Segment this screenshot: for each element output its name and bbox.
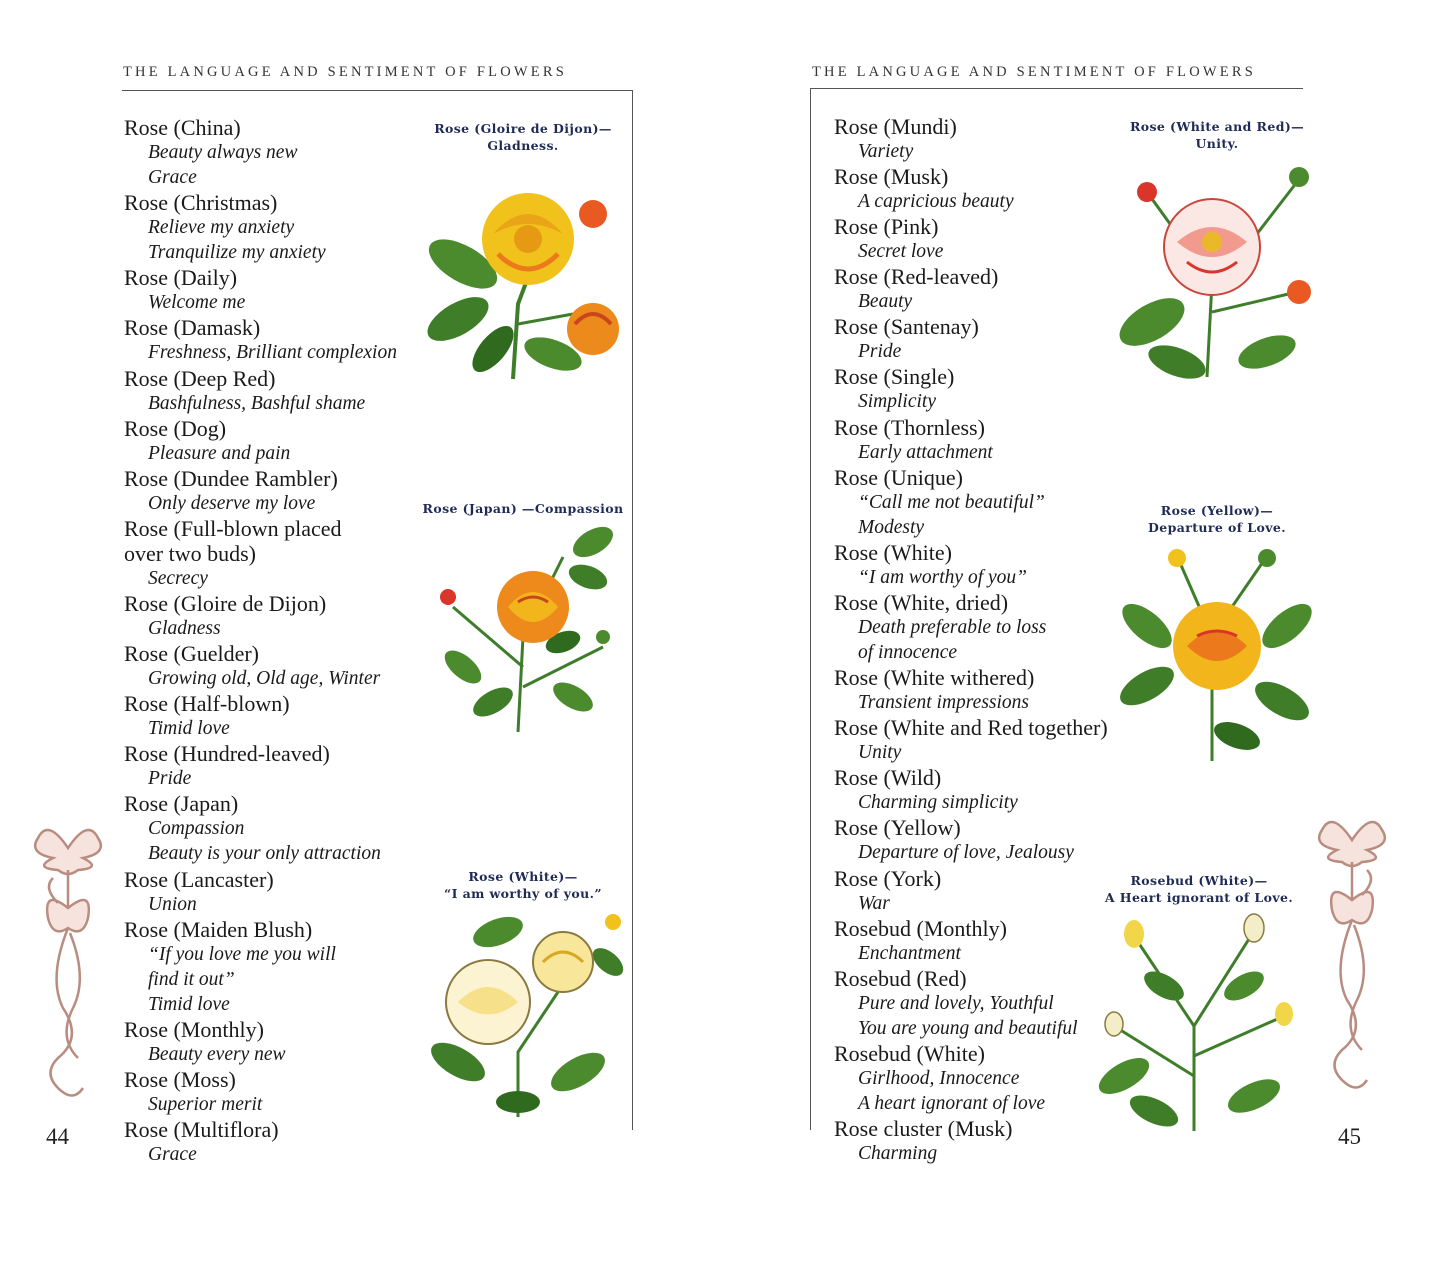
entry-meaning: Bashfulness, Bashful shame bbox=[148, 392, 366, 414]
page-number: 44 bbox=[46, 1124, 69, 1149]
entry-flower-name: Rose (Lancaster) bbox=[124, 866, 274, 892]
entry-flower-name: Rose (Monthly) bbox=[124, 1016, 264, 1042]
entry-meaning: Beauty bbox=[858, 291, 913, 313]
entry-meaning: Charming bbox=[858, 1143, 938, 1165]
plate-rosebud-white bbox=[1084, 872, 1314, 1136]
list-item bbox=[834, 214, 1114, 264]
plate-caption: Rose (White)— “I am worthy of you.” bbox=[444, 869, 602, 901]
rose-illustration-icon bbox=[1094, 906, 1304, 1136]
list-item bbox=[834, 916, 1114, 966]
list-item bbox=[124, 791, 424, 866]
list-item bbox=[124, 416, 424, 466]
entry-meaning: Timid love bbox=[148, 718, 230, 740]
list-item bbox=[124, 691, 424, 741]
entry-meaning: Variety bbox=[858, 141, 914, 162]
entry-meaning: Modesty bbox=[858, 516, 925, 538]
entry-meaning: Secrecy bbox=[148, 567, 208, 589]
list-item bbox=[124, 265, 424, 315]
entry-flower-name: Rose (Moss) bbox=[124, 1066, 236, 1092]
entry-flower-name: Rose (Red-leaved) bbox=[834, 264, 999, 290]
entry-meaning: Pure and lovely, Youthful bbox=[858, 992, 1054, 1014]
entry-flower-name: Rose (Dog) bbox=[124, 415, 227, 441]
list-item bbox=[834, 114, 1114, 164]
list-item bbox=[834, 765, 1114, 815]
list-item bbox=[834, 164, 1114, 214]
rose-illustration-icon bbox=[1117, 152, 1317, 382]
entry-flower-name: Rosebud (White) bbox=[834, 1040, 985, 1066]
list-item bbox=[834, 364, 1114, 414]
entry-meaning: You are young and beautiful bbox=[858, 1017, 1078, 1039]
entry-meaning: Simplicity bbox=[858, 391, 936, 413]
entry-flower-name: Rose (Full-blown placed bbox=[124, 515, 342, 541]
entry-meaning: Growing old, Old age, Winter bbox=[148, 668, 381, 690]
entry-list bbox=[124, 115, 424, 1167]
list-item bbox=[124, 315, 424, 365]
entry-meaning: Death preferable to loss bbox=[858, 616, 1047, 638]
entry-meaning: Freshness, Brilliant complexion bbox=[148, 342, 397, 364]
list-item bbox=[834, 966, 1114, 1041]
list-item bbox=[834, 665, 1114, 715]
entry-meaning: War bbox=[858, 892, 890, 914]
plate-gloire-de-dijon bbox=[408, 120, 638, 384]
list-item bbox=[124, 541, 424, 591]
entry-meaning: Grace bbox=[148, 167, 197, 189]
entry-meaning: Compassion bbox=[148, 818, 245, 840]
entry-meaning: Welcome me bbox=[148, 292, 246, 314]
entry-flower-name: Rose cluster (Musk) bbox=[834, 1116, 1013, 1142]
entry-meaning: “If you love me you will bbox=[148, 943, 336, 965]
entry-meaning: Early attachment bbox=[858, 441, 993, 463]
left-page bbox=[0, 0, 722, 1264]
entry-meaning: Transient impressions bbox=[858, 692, 1030, 714]
list-item bbox=[834, 314, 1114, 364]
entry-flower-name: Rose (White and Red together) bbox=[834, 715, 1108, 741]
plate-caption: Rose (Gloire de Dijon)— Gladness. bbox=[434, 121, 612, 153]
list-item bbox=[834, 590, 1114, 665]
entry-meaning: Secret love bbox=[858, 241, 944, 263]
entry-flower-name: over two buds) bbox=[124, 540, 256, 566]
list-item bbox=[834, 264, 1114, 314]
entry-flower-name: Rose (Unique) bbox=[834, 464, 963, 490]
entry-flower-name: Rose (Thornless) bbox=[834, 414, 985, 440]
entry-meaning: Relieve my anxiety bbox=[148, 217, 295, 239]
list-item bbox=[834, 540, 1114, 590]
plate-caption: Rose (Yellow)— Departure of Love. bbox=[1148, 503, 1286, 535]
list-item bbox=[124, 867, 424, 917]
running-head: THE LANGUAGE AND SENTIMENT OF FLOWERS bbox=[123, 64, 567, 80]
entry-meaning: Unity bbox=[858, 742, 902, 764]
plate-caption: Rose (White and Red)— Unity. bbox=[1129, 119, 1305, 151]
entry-flower-name: Rose (Hundred-leaved) bbox=[124, 741, 330, 767]
entry-flower-name: Rose (White withered) bbox=[834, 665, 1035, 691]
entry-meaning: Charming simplicity bbox=[858, 792, 1018, 814]
plate-caption: Rosebud (White)— A Heart ignorant of Love. bbox=[1104, 873, 1294, 905]
entry-meaning: Timid love bbox=[148, 993, 230, 1015]
entry-meaning: Enchantment bbox=[858, 942, 961, 964]
rose-illustration-icon bbox=[423, 517, 623, 737]
flower-vine-icon bbox=[1312, 800, 1392, 1100]
entry-meaning: A capricious beauty bbox=[858, 191, 1014, 213]
entry-flower-name: Rose (Dundee Rambler) bbox=[124, 465, 338, 491]
entry-meaning: Beauty every new bbox=[148, 1043, 286, 1065]
plate-yellow bbox=[1102, 502, 1332, 766]
entry-flower-name: Rosebud (Monthly) bbox=[834, 915, 1007, 941]
entry-flower-name: Rose (York) bbox=[834, 865, 942, 891]
entry-meaning: Gladness bbox=[148, 617, 221, 639]
entry-flower-name: Rose (Maiden Blush) bbox=[124, 916, 313, 942]
list-item bbox=[124, 190, 424, 265]
list-item bbox=[834, 1041, 1114, 1116]
running-head: THE LANGUAGE AND SENTIMENT OF FLOWERS bbox=[812, 64, 1256, 80]
entry-flower-name: Rose (Mundi) bbox=[834, 114, 957, 139]
entry-meaning: “I am worthy of you” bbox=[858, 566, 1028, 588]
entry-flower-name: Rose (Gloire de Dijon) bbox=[124, 590, 327, 616]
entry-meaning: Girlhood, Innocence bbox=[858, 1067, 1020, 1089]
entry-meaning: A heart ignorant of love bbox=[858, 1092, 1046, 1114]
entry-meaning: Superior merit bbox=[148, 1093, 263, 1115]
plate-caption: Rose (Japan) —Compassion bbox=[422, 501, 624, 516]
rose-illustration-icon bbox=[1117, 536, 1317, 766]
entry-meaning: Only deserve my love bbox=[148, 492, 316, 514]
entry-flower-name: Rose (White, dried) bbox=[834, 589, 1009, 615]
entry-flower-name: Rose (Christmas) bbox=[124, 190, 278, 216]
list-item bbox=[834, 1116, 1114, 1166]
entry-flower-name: Rose (Japan) bbox=[124, 791, 239, 817]
entry-meaning: Union bbox=[148, 893, 197, 915]
plate-white bbox=[408, 868, 638, 1122]
list-item bbox=[124, 115, 424, 190]
entry-flower-name: Rose (Single) bbox=[834, 364, 955, 390]
entry-flower-name: Rose (Wild) bbox=[834, 765, 942, 791]
list-item bbox=[124, 1017, 424, 1067]
entry-meaning: “Call me not beautiful” bbox=[858, 491, 1045, 513]
rose-illustration-icon bbox=[418, 902, 628, 1122]
entry-flower-name: Rose (Santenay) bbox=[834, 314, 979, 340]
list-item bbox=[124, 1117, 424, 1167]
entry-meaning: of innocence bbox=[858, 642, 958, 664]
entry-flower-name: Rosebud (Red) bbox=[834, 965, 967, 991]
list-item bbox=[124, 516, 424, 541]
header-rule bbox=[122, 90, 632, 91]
entry-flower-name: Rose (Musk) bbox=[834, 164, 949, 190]
header-rule bbox=[810, 88, 1303, 89]
list-item bbox=[124, 917, 424, 1017]
entry-list bbox=[834, 114, 1114, 1166]
right-page bbox=[722, 0, 1445, 1264]
column-rule bbox=[810, 88, 811, 1130]
rose-illustration-icon bbox=[423, 154, 623, 384]
list-item bbox=[834, 866, 1114, 916]
list-item bbox=[124, 741, 424, 791]
entry-flower-name: Rose (Multiflora) bbox=[124, 1117, 279, 1143]
entry-flower-name: Rose (White) bbox=[834, 539, 952, 565]
entry-meaning: Tranquilize my anxiety bbox=[148, 242, 326, 264]
list-item bbox=[124, 641, 424, 691]
entry-meaning: Pride bbox=[858, 341, 902, 363]
entry-flower-name: Rose (Guelder) bbox=[124, 641, 260, 667]
entry-flower-name: Rose (Pink) bbox=[834, 214, 939, 240]
entry-meaning: Pride bbox=[148, 768, 192, 790]
list-item bbox=[124, 466, 424, 516]
entry-meaning: Grace bbox=[148, 1144, 197, 1166]
plate-japan bbox=[408, 500, 638, 737]
entry-flower-name: Rose (China) bbox=[124, 115, 241, 140]
list-item bbox=[834, 465, 1114, 540]
entry-meaning: Beauty always new bbox=[148, 142, 298, 163]
entry-flower-name: Rose (Deep Red) bbox=[124, 365, 276, 391]
list-item bbox=[124, 366, 424, 416]
entry-flower-name: Rose (Half-blown) bbox=[124, 691, 290, 717]
page-number: 45 bbox=[1338, 1124, 1361, 1149]
list-item bbox=[834, 715, 1114, 765]
list-item bbox=[124, 591, 424, 641]
plate-white-and-red bbox=[1102, 118, 1332, 382]
list-item bbox=[834, 815, 1114, 865]
entry-flower-name: Rose (Damask) bbox=[124, 315, 261, 341]
entry-meaning: Pleasure and pain bbox=[148, 442, 291, 464]
entry-meaning: Beauty is your only attraction bbox=[148, 843, 381, 865]
entry-meaning: find it out” bbox=[148, 968, 235, 990]
entry-meaning: Departure of love, Jealousy bbox=[858, 842, 1074, 864]
entry-flower-name: Rose (Yellow) bbox=[834, 815, 961, 841]
entry-flower-name: Rose (Daily) bbox=[124, 265, 238, 291]
list-item bbox=[124, 1067, 424, 1117]
list-item bbox=[834, 415, 1114, 465]
flower-vine-icon bbox=[28, 808, 108, 1108]
